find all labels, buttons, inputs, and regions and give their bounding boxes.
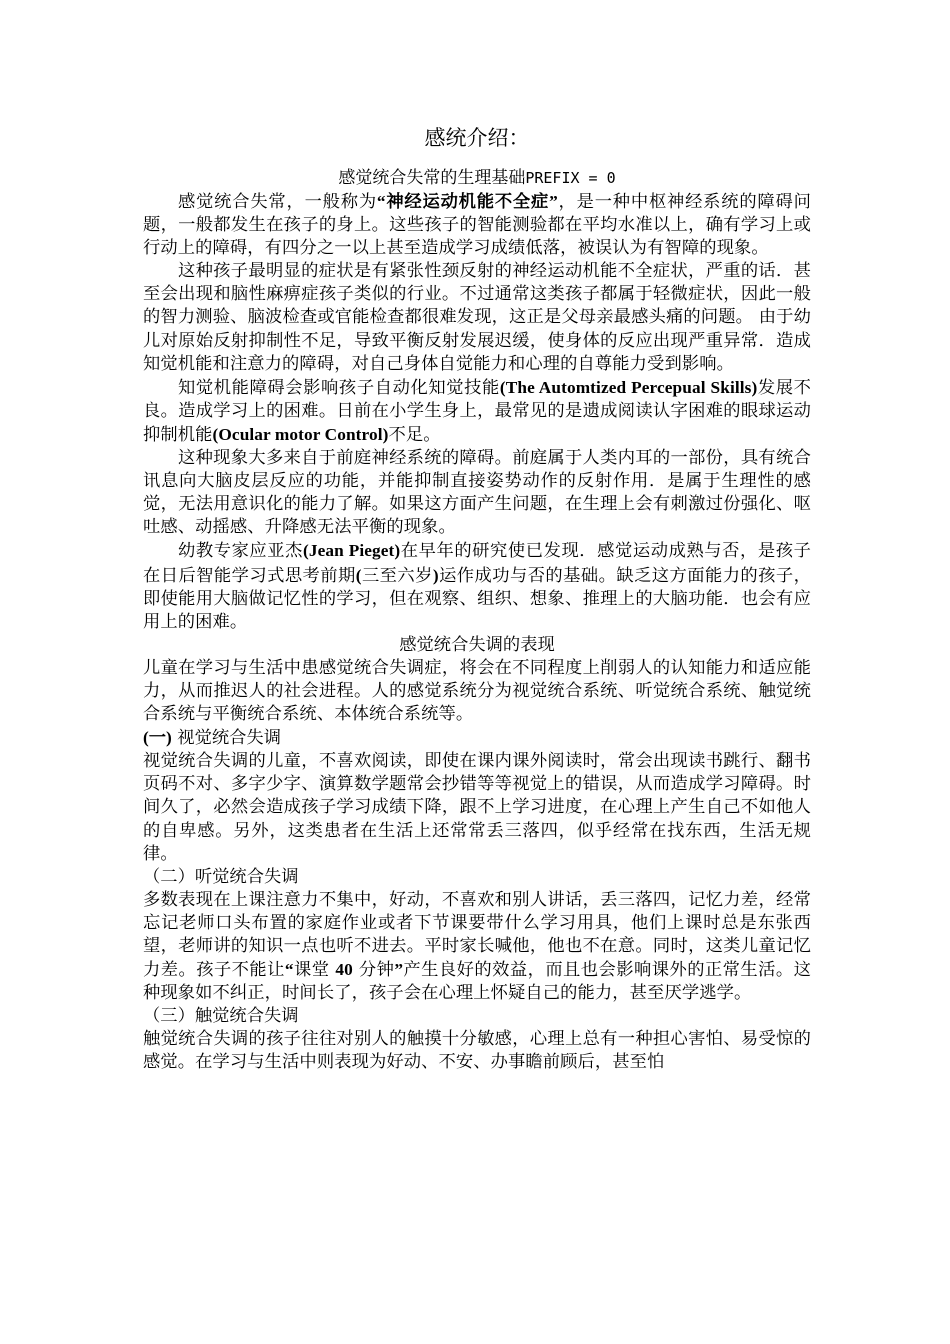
- section-heading-physiology: [143, 166, 811, 190]
- sub-heading-visual-number: (一): [143, 728, 172, 748]
- document-title: 感统介绍：: [424, 126, 530, 150]
- paragraph-5-paren-close: ): [432, 565, 439, 585]
- section-heading-symptoms: 感觉统合失调的表现: [399, 634, 555, 655]
- sub-heading-visual-text: 视觉统合失调: [171, 728, 281, 749]
- paragraph-8: [143, 889, 811, 1005]
- paragraph-1-quote: “神经运动机能不全症”: [376, 192, 558, 211]
- paragraph-5-age: 三至六岁: [361, 565, 433, 586]
- paragraph-5-text: 幼教专家应亚杰: [178, 541, 303, 562]
- paragraph-3-text: 知觉机能障碍会影响孩子自动化知觉技能: [178, 377, 500, 398]
- paragraph-8-quote-close: ”: [394, 960, 404, 980]
- paragraph-4: 这种现象大多来自于前庭神经系统的障碍。前庭属于人类内耳的一部份，具有统合讯息向大脑皮层反应的功能，并能抑制直接姿势动作的反射作用．是属于生理性的感觉，无法用意识化的能力了解。如果这方面产生问题，在生理上会有刺激过份强化、呕吐感、动摇感、升降感无法平衡的现象。: [143, 448, 811, 538]
- paragraph-3: [143, 376, 811, 447]
- paragraph-8-text-2: 课堂: [293, 960, 336, 981]
- paragraph-7: 视觉统合失调的儿童，不喜欢阅读，即使在课内课外阅读时，常会出现读书跳行、翻书页码不对、多字少字、演算数学题常会抄错等等视觉上的错误，从而造成学习障碍。时间久了，必然会造成孩子学习成绩下降，跟不上学习进度，在心理上产生自己不如他人的自卑感。另外，这类患者在生活上还常常丢三落四，似乎经常在找东西，生活无规律。: [143, 751, 811, 864]
- paragraph-5-text-2: 在早年的研究使已发现．感觉运动成熟与否，是孩子在日后智能学习式思考前期: [143, 541, 811, 586]
- paragraph-2: 这种孩子最明显的症状是有紧张性颈反射的神经运动机能不全症状，严重的话．甚至会出现和脑性麻痹症孩子类似的行业。不过通常这类孩子都属于轻微症状，因此一般的智力测验、脑波检查或官能检查都很难发现，这正是父母亲最感头痛的问题。 由于幼儿对原始反射抑制性不足，导致平衡反射发展迟缓，使身体的反应出现严重异常．造成知觉机能和注意力的障碍，对自己身体自觉能力和心理的自尊能力受到影响。: [143, 261, 811, 374]
- paragraph-5: [143, 539, 811, 633]
- paragraph-3-english-2: (Ocular motor Control): [212, 424, 389, 444]
- paragraph-5-english: (Jean Pieget): [303, 541, 401, 561]
- paragraph-8-number: 40: [335, 960, 353, 980]
- sub-heading-auditory: （二）听觉统合失调: [143, 866, 299, 887]
- paragraph-1-text-2: ，是一种中枢神经系统的障碍问题，一般都发生在孩子的身上。这些孩子的智能测验都在平均水准以上，确有学习上或行动上的障碍，有四分之一以上甚至造成学习成绩低落，被误认为有智障的现象。: [143, 192, 811, 259]
- paragraph-5-paren-open: (: [355, 565, 362, 585]
- paragraph-3-text-2: 发展不良。造成学习上的困难。日前在小学生身上，最常见的是遗成阅读认字困难的眼球运动抑制机能: [143, 377, 811, 445]
- document-page: [143, 124, 811, 1075]
- sub-heading-visual: [143, 726, 811, 750]
- subtitle-text: 感觉统合失常的生理基础: [338, 168, 526, 188]
- paragraph-8-text: 多数表现在上课注意力不集中，好动，不喜欢和别人讲话，丢三落四，记忆力差，经常忘记老师口头布置的家庭作业或者下节课要带什么学习用具，他们上课时总是东张西望，老师讲的知识一点也听不进去。平时家长喊他，他也不在意。同时，这类儿童记忆力差。孩子不能让: [143, 889, 811, 981]
- sub-heading-tactile: （三）触觉统合失调: [143, 1006, 299, 1027]
- paragraph-3-text-3: 不足。: [388, 424, 441, 445]
- paragraph-5-text-3: 运作成功与否的基础。缺乏这方面能力的孩子，即使能用大脑做记忆性的学习，但在观察、组织、想象、推理上的大脑功能．也会有应用上的困难。: [143, 565, 811, 632]
- paragraph-9: 触觉统合失调的孩子往往对别人的触摸十分敏感，心理上总有一种担心害怕、易受惊的感觉。在学习与生活中则表现为好动、不安、办事瞻前顾后，甚至怕: [143, 1029, 811, 1073]
- paragraph-8-text-3: 分钟: [352, 960, 395, 981]
- paragraph-6: 儿童在学习与生活中患感觉统合失调症，将会在不同程度上削弱人的认知能力和适应能力，从而推迟人的社会进程。人的感觉系统分为视觉统合系统、听觉统合系统、触觉统合系统与平衡统合系统、本体统合系统等。: [143, 657, 811, 725]
- paragraph-8-quote-open: “: [284, 960, 294, 980]
- paragraph-8-text-4: 产生良好的效益，而且也会影响课外的正常生活。这种现象如不纠正，时间长了，孩子会在心理上怀疑自己的能力，甚至厌学逃学。: [143, 960, 811, 1004]
- paragraph-1: [143, 190, 811, 260]
- paragraph-3-english-1: (The Automtized Percepual Skills): [499, 377, 758, 397]
- subtitle-code: PREFIX = 0: [525, 169, 616, 187]
- paragraph-1-text: 感觉统合失常，一般称为: [178, 192, 377, 212]
